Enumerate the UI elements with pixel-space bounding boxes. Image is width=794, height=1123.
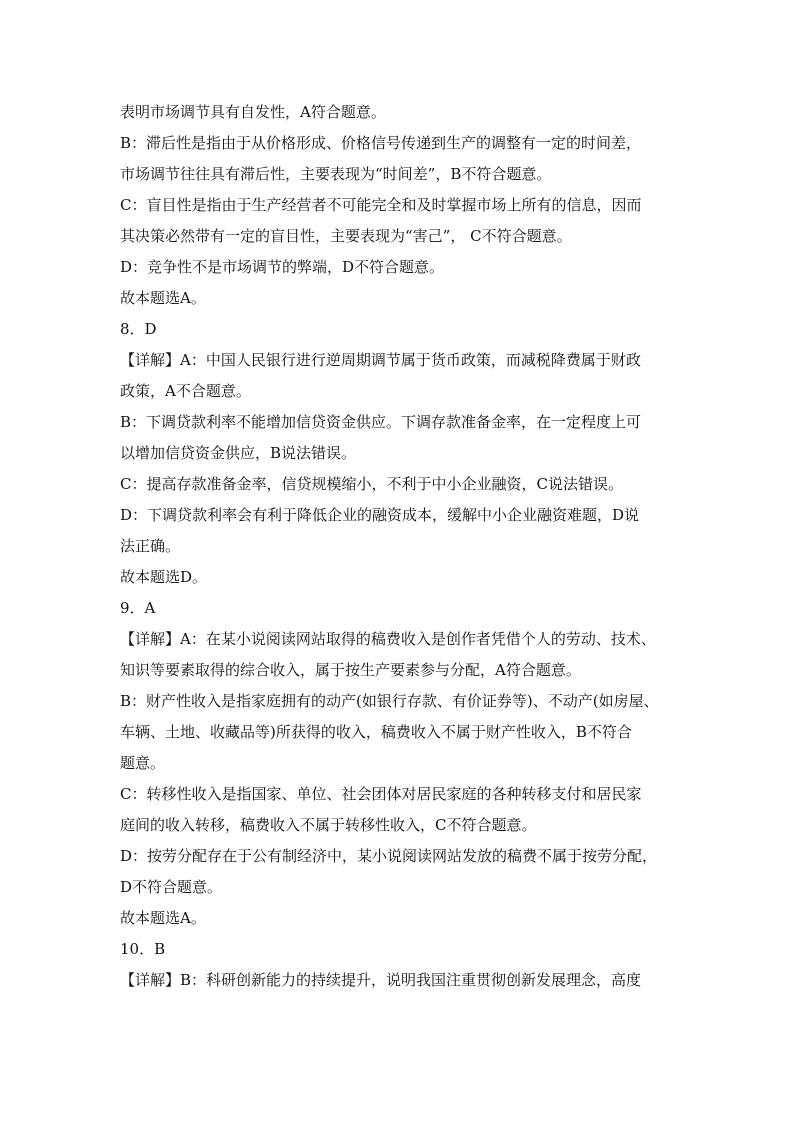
text-line: 以增加信贷资金供应，B说法错误。 [120,444,357,462]
text-line: 市场调节往往具有滞后性，主要表现为“时间差”，B不符合题意。 [120,165,552,183]
conclusion-line: 故本题选A。 [120,289,206,307]
conclusion-line: 故本题选A。 [120,909,206,927]
text-line: D不符合题意。 [120,878,223,896]
text-line: 法正确。 [120,537,181,555]
text-line: 车辆、土地、收藏品等)所获得的收入，稿费收入不属于财产性收入，B不符合 [120,723,632,741]
text-line: B：滞后性是指由于从价格形成、价格信号传递到生产的调整有一定的时间差， [120,134,642,152]
text-line: D：下调贷款利率会有利于降低企业的融资成本，缓解中小企业融资难题，D说 [120,506,640,524]
text-line: C：盲目性是指由于生产经营者不可能完全和及时掌握市场上所有的信息，因而 [120,196,642,214]
text-line: B：下调贷款利率不能增加信贷资金供应。下调存款准备金率，在一定程度上可 [120,413,642,431]
text-line: 其决策必然带有一定的盲目性，主要表现为“害己”， C不符合题意。 [120,227,572,245]
text-line: D：按劳分配存在于公有制经济中，某小说阅读网站发放的稿费不属于按劳分配， [120,847,658,865]
conclusion-line: 故本题选D。 [120,568,208,586]
question-answer-9: 9．A [120,599,156,617]
text-line: 政策，A不合题意。 [120,382,251,400]
text-line: 【详解】B：科研创新能力的持续提升，说明我国注重贯彻创新发展理念，高度 [120,971,642,989]
question-answer-8: 8．D [120,320,157,338]
text-line: 表明市场调节具有自发性，A符合题意。 [120,103,386,121]
text-line: C：提高存款准备金率，信贷规模缩小，不利于中小企业融资，C说法错误。 [120,475,623,493]
text-line: 【详解】A：中国人民银行进行逆周期调节属于货币政策，而减税降费属于财政 [120,351,641,369]
text-line: 知识等要素取得的综合收入，属于按生产要素参与分配，A符合题意。 [120,661,581,679]
text-line: 【详解】A：在某小说阅读网站取得的稿费收入是创作者凭借个人的劳动、技术、 [120,630,656,648]
text-line: B：财产性收入是指家庭拥有的动产(如银行存款、有价证券等)、不动产(如房屋、 [120,692,659,710]
answer-explanation-text [120,97,680,996]
text-line: 题意。 [120,754,166,772]
text-line: D：竞争性不是市场调节的弊端，D不符合题意。 [120,258,445,276]
text-line: C：转移性收入是指国家、单位、社会团体对居民家庭的各种转移支付和居民家 [120,785,642,803]
question-answer-10: 10．B [120,940,166,958]
text-line: 庭间的收入转移，稿费收入不属于转移性收入，C不符合题意。 [120,816,537,834]
